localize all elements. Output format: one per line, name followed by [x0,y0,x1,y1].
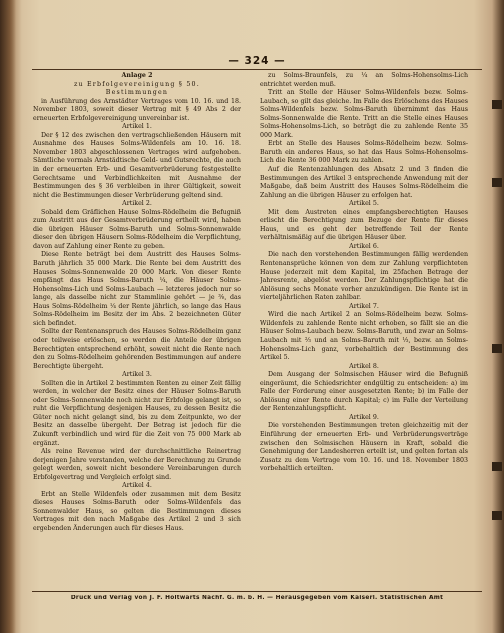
paragraph: Erbt an Stelle Wildenfels oder zusammen mit dem Besitz dieses Hauses Solms-Baruth oder Solms-Wildenfels das Sonnenwalder Haus, so gelten die Bestimmungen dieses Vertrages mit den nach Maßgabe des Artikel 2 und 3 sich ergebenden Änderungen auch für dieses Haus. [33,490,241,532]
header-rule [32,69,482,70]
article-heading: Artikel 9. [349,413,379,421]
paragraph: Die nach den vorstehenden Bestimmungen fällig werdenden Rentenansprüche können von dem zur Zahlung verpflichteten Hause jederzeit mit dem Kapital, im 25fachen Betrage der Jahresrente, abgelöst werden. Der Zahlungspflichtige hat die Ablösung sechs Monate vorher anzukündigen. Die Rente ist in vierteljährlichen Raten zahlbar. [260,251,468,302]
article-heading: Artikel 1. [122,123,152,131]
article-heading: Artikel 6. [349,242,379,250]
article-heading: Artikel 7. [349,302,379,310]
page-number-header: — 324 — [228,55,286,67]
book-spine-shadow [0,0,16,633]
paragraph: Bestimmungen [105,89,169,97]
paragraph: Sollte der Rentenanspruch des Hauses Solms-Rödelheim ganz oder teilweise erlöschen, so werden die Anteile der übrigen Berechtigten entsprechend erhöht, soweit nicht die Rente nach den zu Solms-Rödelheim gehörenden Bestimmungen auf andere Berechtigte übergeht. [33,328,241,370]
paragraph: zu Solms-Braunfels, zu ¼ an Solms-Hohensolms-Lich entrichtet werden muß. [260,72,468,88]
article-heading: Artikel 3. [122,371,152,379]
paragraph: Mit dem Austreten eines empfangsberechtigten Hauses erlischt die Berechtigung zum Bezuge der Rente für dieses Haus, und es geht der betreffende Teil der Rente verhältnismäßig auf die übrigen Häuser über. [260,208,468,242]
page-edge-tab [492,344,502,353]
page-edge-tab [492,178,502,187]
paragraph: in Ausführung des Arnstädter Vertrages vom 10. 16. und 18. November 1803, soweit dieser Vertrag mit § 49 Abs 2 der erneuerten Erbfolgevereinigung unvereinbar ist. [33,97,241,122]
footer-rule [32,591,482,592]
paragraph: Anlage 2 [121,72,153,79]
paragraph: Sobald dem Gräflichen Hause Solms-Rödelheim die Befugniß zum Austritt aus der Gesamtverbrüderung ertheilt wird, haben die übrigen Häuser Solms-Baruth und Solms-Sonnenwalde dieser den übrigen Häusern Solms-Rödelheim die Verpflichtung, davon auf Zahlung einer Rente zu geben. [33,208,241,250]
page-edge-tab [492,100,502,109]
page-edge-tab [492,511,502,520]
paragraph: Tritt an Stelle der Häuser Solms-Wildenfels bezw. Solms-Laubach, so gilt das gleiche. Im Falle des Erlöschens des Hauses Solms-Wildenfels bezw. Solms-Baruth übernimmt das Haus Solms-Sonnenwalde die Rente. Tritt an die Stelle eines Hauses Solms-Hohensolms-Lich, so beträgt die zu zahlende Rente 35 000 Mark. [260,89,468,139]
article-heading: Artikel 5. [349,200,379,208]
paragraph: Der § 12 des zwischen den vertragschließenden Häusern mit Ausnahme des Hauses Solms-Wildenfels am 10. 16. 18. November 1803 abgeschlossenen Vertrages wird aufgehoben. Sämtliche vormals Arnstädtische Geld- und Gutsrechte, die auch in der erneuerten Erb- und Gesamtverbrüderung festgestellte Gerechtsame und Verbindlichkeiten mit Ausnahme der Bestimmungen des § 36 verbleiben in ihrer Gültigkeit, soweit nicht die Bestimmungen dieser Verbrüderung geltend sind. [33,131,241,199]
article-heading: Artikel 4. [122,482,152,490]
article-heading: Artikel 2. [122,200,152,208]
paragraph: Die vorstehenden Bestimmungen treten gleichzeitig mit der Einführung der erneuerten Erb- und Verbrüderungsverträge zwischen den Solmsischen Häusern in Kraft, sobald die Genehmigung der Landesherren erteilt ist, und gelten fortan als Zusatz zu dem Vertrage vom 10. 16. und 18. November 1803 vorbehaltlich erteilten. [260,422,468,473]
paragraph: Wird die nach Artikel 2 an Solms-Rödelheim bezw. Solms-Wildenfels zu zahlende Rente nicht erhoben, so fällt sie an die Häuser Solms-Laubach bezw. Solms-Baruth, und zwar an Solms-Laubach mit ⅔ und an Solms-Baruth mit ⅓, bezw. an Solms-Hohensolms-Lich ganz, vorbehaltlich der Bestimmung des Artikel 5. [260,311,468,362]
paragraph: Dem Ausgang der Solmsischen Häuser wird die Befugniß eingeräumt, die Schiedsrichter endgültig zu entscheiden: a) im Falle der Forderung einer ausgesetzten Rente; b) im Falle der Ablösung einer Rente durch Kapital; c) im Falle der Verteilung der Rentenzahlungspflicht. [260,371,468,413]
publisher-footer: Druck und Verlag von J. F. Holtwarts Nachf. G. m. b. H. — Herausgegeben vom Kaiserl. Statistischen Amt [70,595,444,601]
paragraph: Sollten die in Artikel 2 bestimmten Renten zu einer Zeit fällig werden, in welcher der Besitz eines der Häuser Solms-Baruth oder Solms-Sonnenwalde noch nicht zur Erbfolge gelangt ist, so ruht die Verpflichtung desjenigen Hauses, zu dessen Besitz die Güter noch nicht gelangt sind, bis zu dem Zeitpunkte, wo der Besitz an dasselbe übergeht. Der Betrag ist jedoch für die Zukunft verbindlich und wird für die Zeit von 75 000 Mark ab ergänzt. [33,379,241,447]
page-edge-tab [492,462,502,471]
article-heading: Artikel 8. [349,362,379,370]
page-edge-shadow [492,0,504,633]
right-text-column [260,72,468,585]
paragraph: Diese Rente beträgt bei dem Austritt des Hauses Solms-Baruth jährlich 35 000 Mark. Die Rente bei dem Austritt des Hauses Solms-Sonnenwalde 20 000 Mark. Von dieser Rente empfängt das Haus Solms-Baruth ¼, die Häuser Solms-Hohensolms-Lich und Solms-Laubach — letzteres jedoch nur so lange, als dasselbe nicht zur Stammlinie gehört — je ⅜, das Haus Solms-Rödelheim ¼ der Rente jährlich, so lange das Haus Solms-Rödelheim im Besitz der im Abs. 2 bezeichneten Güter sich befindet. [33,251,241,327]
paragraph: Auf die Rentenzahlungen des Absatz 2 und 3 finden die Bestimmungen des Artikel 3 entsprechende Anwendung mit der Maßgabe, daß beim Austritt des Hauses Solms-Rödelheim die Zahlung an die übrigen Häuser zu erfolgen hat. [260,166,468,199]
paragraph: Erbt an Stelle des Hauses Solms-Rödelheim bezw. Solms-Baruth ein anderes Haus, so hat das Haus Solms-Hohensolms-Lich die Rente 36 000 Mark zu zahlen. [260,140,468,165]
left-text-column [33,72,241,585]
paragraph: Als reine Revenue wird der durchschnittliche Reinertrag derjenigen Jahre verstanden, welche der Berechnung zu Grunde gelegt werden, soweit nicht besondere Vereinbarungen durch Erbfolgevertrag und Vergleich erfolgt sind. [33,448,241,481]
paragraph: zu Erbfolgevereinigung § 50. [74,80,200,88]
